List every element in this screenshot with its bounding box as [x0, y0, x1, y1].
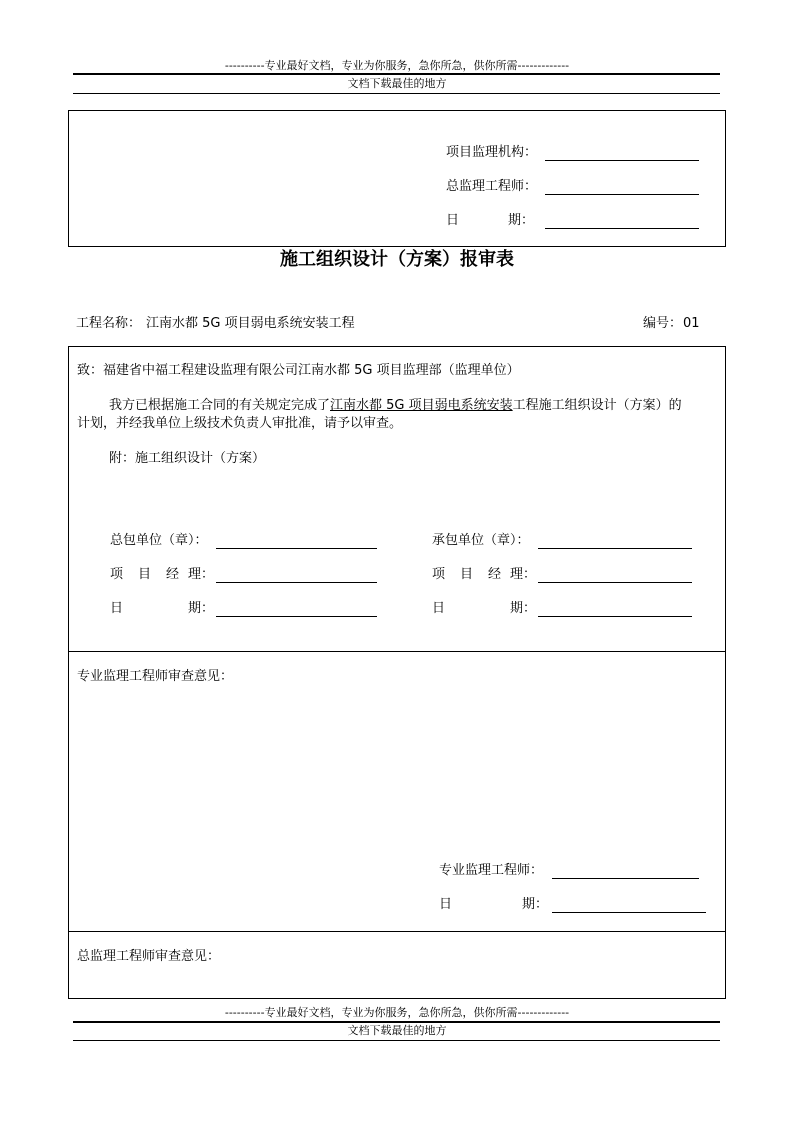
footer-subline: 文档下载最佳的地方	[347, 1024, 447, 1037]
contractor-pm-char4: 理：	[510, 567, 537, 582]
chief-opinion-heading: 总监理工程师审查意见：	[77, 949, 221, 964]
chief-opinion-area[interactable]	[77, 968, 717, 994]
header-rule-bottom	[73, 93, 720, 94]
footer-rule-bottom	[73, 1040, 720, 1041]
general-date-line[interactable]	[216, 616, 377, 617]
pm-label-char2: 目	[138, 567, 152, 582]
contractor-pm-signature-line[interactable]	[538, 582, 692, 583]
footer-tagline: ----------专业最好文档，专业为你服务，急你所急，供你所需-------------	[224, 1006, 570, 1019]
header-rule-top	[73, 73, 720, 75]
chief-engineer-signature-line[interactable]	[545, 194, 699, 195]
footer-rule-top	[73, 1021, 720, 1023]
date-label-char1: 日	[446, 213, 460, 228]
section-divider-2	[68, 931, 726, 932]
contractor-pm-char1: 项	[432, 567, 446, 582]
body-text-line2: 计划，并经我单位上级技术负责人审批准，请予以审查。	[77, 416, 403, 431]
engineer-date-line[interactable]	[552, 912, 706, 913]
general-unit-label: 总包单位（章）：	[110, 533, 208, 548]
header-tagline: ----------专业最好文档，专业为你服务，急你所急，供你所需-------------	[224, 59, 570, 72]
general-unit-signature-line[interactable]	[216, 548, 377, 549]
body-text-pre: 我方已根据施工合同的有关规定完成了	[109, 398, 331, 413]
engineer-date-char1: 日	[439, 897, 453, 912]
engineer-label: 专业监理工程师：	[439, 863, 544, 878]
general-date-label-char1: 日	[110, 601, 124, 616]
contractor-unit-label: 承包单位（章）：	[432, 533, 530, 548]
date-label-char2: 期：	[508, 213, 535, 228]
header-subline: 文档下载最佳的地方	[347, 77, 447, 90]
body-text-post: 工程施工组织设计（方案）的	[512, 398, 682, 413]
contractor-pm-char3: 经	[488, 567, 502, 582]
number-label: 编号：	[643, 316, 683, 331]
engineer-signature-line[interactable]	[552, 878, 699, 879]
pm-label-char1: 项	[110, 567, 124, 582]
project-name-label: 工程名称：	[76, 316, 142, 331]
engineer-date-char2: 期：	[522, 897, 549, 912]
contractor-unit-signature-line[interactable]	[538, 548, 692, 549]
contractor-date-char2: 期：	[510, 601, 537, 616]
chief-engineer-label: 总监理工程师：	[446, 179, 538, 194]
page-title: 施工组织设计（方案）报审表	[280, 249, 514, 270]
submission-paragraph	[77, 397, 722, 415]
general-pm-signature-line[interactable]	[216, 582, 377, 583]
date-signature-line[interactable]	[545, 228, 699, 229]
engineer-opinion-area[interactable]	[77, 688, 717, 838]
org-label: 项目监理机构：	[446, 145, 538, 160]
pm-label-char3: 经	[166, 567, 180, 582]
engineer-opinion-heading: 专业监理工程师审查意见：	[77, 669, 234, 684]
body-text-project: 江南水都 5G 项目弱电系统安装	[330, 398, 513, 413]
top-signature-box	[68, 110, 726, 247]
section-divider-1	[68, 651, 726, 652]
contractor-date-line[interactable]	[538, 616, 692, 617]
project-name-value: 江南水都 5G 项目弱电系统安装工程	[146, 316, 355, 331]
pm-label-char4: 理：	[188, 567, 215, 582]
addressee-line: 致：福建省中福工程建设监理有限公司江南水都 5G 项目监理部（监理单位）	[77, 363, 520, 378]
contractor-date-char1: 日	[432, 601, 446, 616]
org-signature-line[interactable]	[545, 160, 699, 161]
number-value: 01	[683, 316, 700, 331]
attachment-line: 附：施工组织设计（方案）	[109, 451, 266, 466]
general-date-label-char2: 期：	[188, 601, 215, 616]
contractor-pm-char2: 目	[460, 567, 474, 582]
